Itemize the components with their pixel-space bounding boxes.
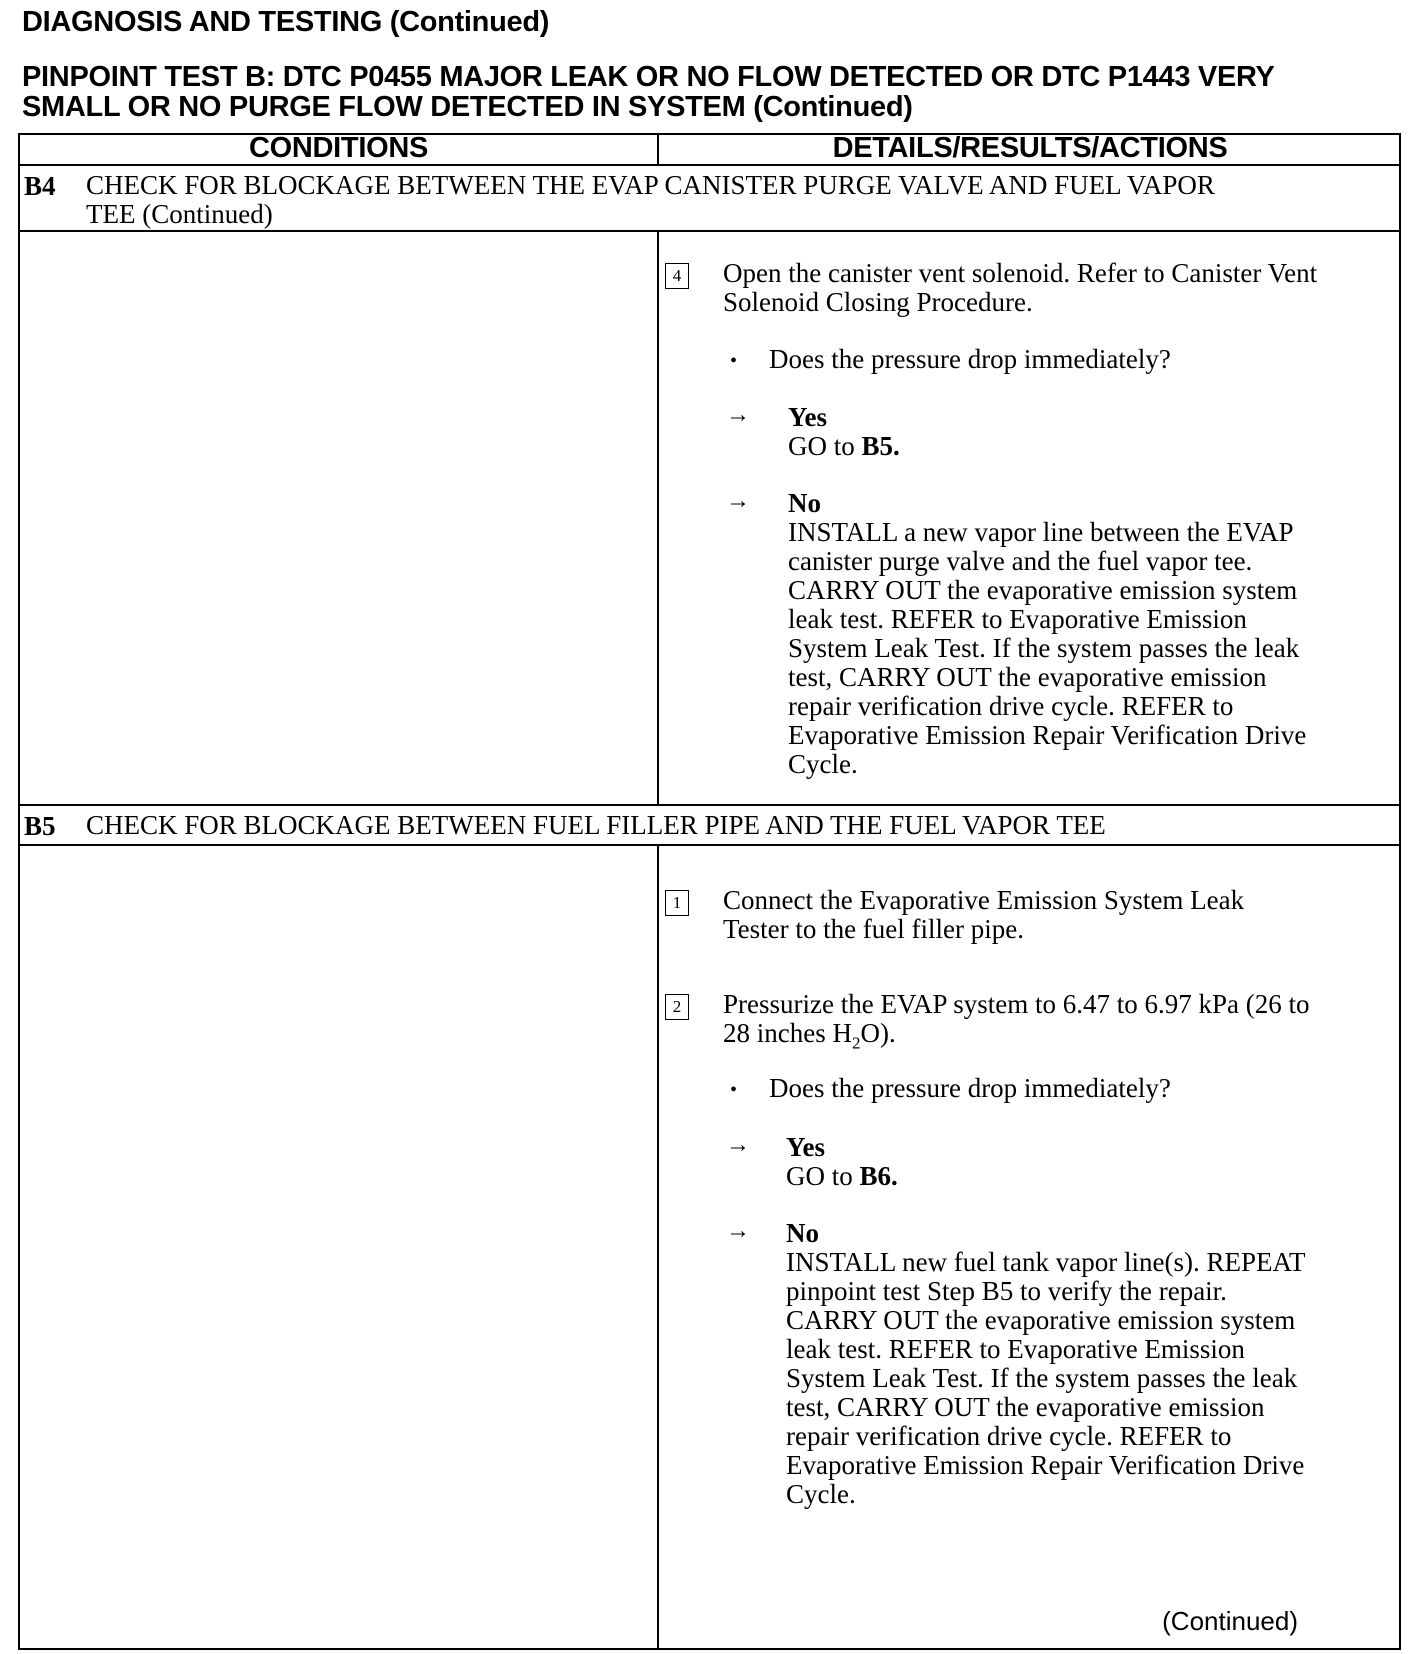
substep-text-b5-1: Connect the Evaporative Emission System Leak Tester to the fuel filler pipe. (723, 885, 1245, 944)
substep-text-b4-4: Open the canister vent solenoid. Refer to Canister Vent Solenoid Closing Procedure. (723, 258, 1318, 317)
step-title-b4-line1: CHECK FOR BLOCKAGE BETWEEN THE EVAP CANISTER PURGE VALVE AND FUEL VAPOR (86, 170, 1215, 200)
pressurize-text-end: O). (860, 1018, 896, 1048)
bullet-icon: • (730, 1079, 738, 1101)
pinpoint-test-title (22, 62, 1408, 122)
right-arrow-icon: → (726, 1131, 750, 1158)
b5-title-divider (20, 844, 1399, 846)
no-action-b4-4: INSTALL a new vapor line between the EVAP canister purge valve and the fuel vapor tee. CARRY OUT the evaporative emission system leak test. REFER to Evaporative Emission System Leak Test. If the system passes the leak test, CARRY OUT the evaporative emission repair verification drive cycle. REFER to Evaporative Emission Repair Verification Drive Cycle. (788, 517, 1307, 779)
yes-action-b4-4 (788, 432, 1188, 461)
column-header-details: DETAILS/RESULTS/ACTIONS (832, 132, 1228, 164)
question-b5-2: Does the pressure drop immediately? (769, 1073, 1171, 1103)
b4-column-divider (657, 230, 659, 804)
right-arrow-icon: → (726, 1217, 750, 1244)
step-title-b4-line2: TEE (Continued) (86, 199, 273, 229)
yes-go-text: GO to (786, 1161, 853, 1191)
step-id-b4: B4 (24, 171, 56, 201)
h2o-subscript: 2 (851, 1033, 861, 1053)
test-title-line-2: SMALL OR NO PURGE FLOW DETECTED IN SYSTEM (Continued) (22, 91, 913, 123)
substep-number-b5-1: 1 (665, 890, 689, 916)
continued-footer: (Continued) (1162, 1606, 1298, 1636)
yes-go-text: GO to (788, 431, 855, 461)
no-label-b4-4: No (788, 488, 821, 518)
right-arrow-icon: → (726, 401, 750, 428)
step-title-b5: CHECK FOR BLOCKAGE BETWEEN FUEL FILLER PIPE AND THE FUEL VAPOR TEE (86, 810, 1106, 840)
b4-title-divider (20, 230, 1399, 232)
b4-body-bottom-divider (20, 804, 1399, 806)
pressurize-text: Pressurize the EVAP system to 6.47 to 6.97 kPa (26 to 28 inches H (723, 989, 1310, 1048)
no-label-b5-2: No (786, 1218, 819, 1248)
bullet-icon: • (730, 350, 738, 372)
yes-label-b4-4: Yes (788, 402, 827, 432)
yes-go-target: B6. (859, 1161, 898, 1191)
no-action-b5-2: INSTALL new fuel tank vapor line(s). REPEAT pinpoint test Step B5 to verify the repair. CARRY OUT the evaporative emission system leak test. REFER to Evaporative Emission System Leak Test. If the system passes the leak test, CARRY OUT the evaporative emission repair verification drive cycle. REFER to Evaporative Emission Repair Verification Drive Cycle. (786, 1247, 1305, 1509)
substep-text-b5-2 (723, 990, 1323, 1057)
procedure-table (18, 133, 1401, 1650)
test-title-line-1: PINPOINT TEST B: DTC P0455 MAJOR LEAK OR NO FLOW DETECTED OR DTC P1443 VERY (22, 61, 1275, 93)
yes-go-target: B5. (861, 431, 900, 461)
b5-column-divider (657, 844, 659, 1650)
right-arrow-icon: → (726, 487, 750, 514)
substep-number-b4-4: 4 (665, 263, 689, 289)
yes-label-b5-2: Yes (786, 1132, 825, 1162)
substep-number-b5-2: 2 (665, 994, 689, 1020)
column-header-conditions: CONDITIONS (248, 132, 429, 164)
yes-action-b5-2 (786, 1162, 1186, 1191)
step-title-b4 (86, 171, 1386, 229)
question-b4-4: Does the pressure drop immediately? (769, 344, 1171, 374)
page-title: DIAGNOSIS AND TESTING (Continued) (22, 6, 550, 38)
step-id-b5: B5 (24, 811, 56, 841)
